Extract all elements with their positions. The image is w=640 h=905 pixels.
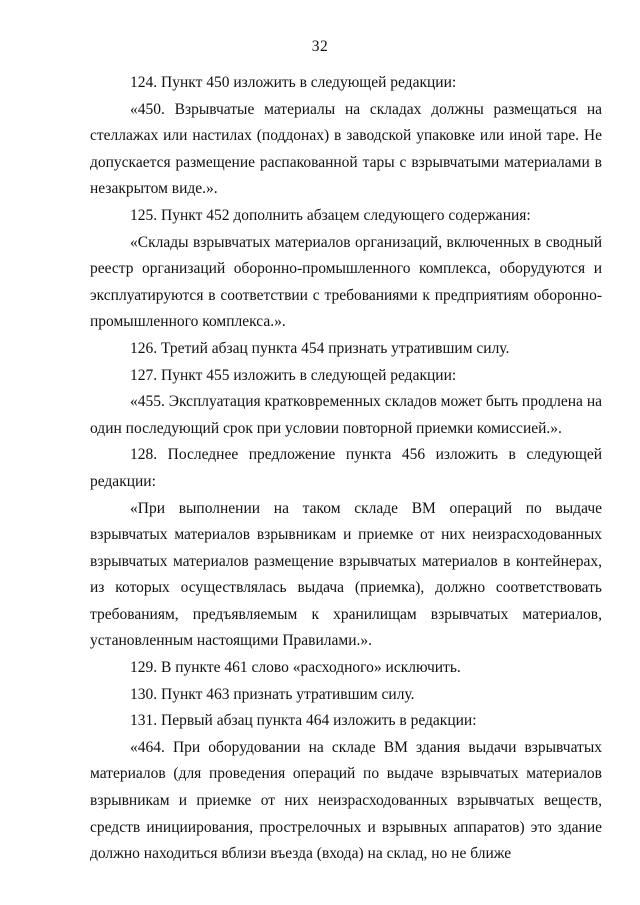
page-number: 32 <box>311 38 329 55</box>
paragraph-131: 131. Первый абзац пункта 464 изложить в редакции: <box>130 712 477 730</box>
paragraph-464-text: «464. При оборудовании на складе ВМ здания выдачи взрывчатых материалов (для проведения операций по выдаче взрывчатых материалов взрывникам и приемке от них неизрасходованных взрывчатых веществ, средств инициирования, прострелочных и взрывных аппаратов) это здание должно находиться вблизи въезда (входа) на склад, но не ближе <box>90 738 602 863</box>
paragraph-450-text: «450. Взрывчатые материалы на складах должны размещаться на стеллажах или настилах (поддонах) в заводской упаковке или иной таре. Не допускается размещение распакованной тары с взрывчатыми материалами в незакрытом виде.». <box>90 100 602 198</box>
paragraph-125: 125. Пункт 452 дополнить абзацем следующего содержания: <box>130 206 531 224</box>
paragraph-129: 129. В пункте 461 слово «расходного» исключить. <box>130 659 461 677</box>
paragraph-130: 130. Пункт 463 признать утратившим силу. <box>130 685 415 703</box>
paragraph-455-text: «455. Эксплуатация кратковременных складов может быть продлена на один последующий срок при условии повторной приемки комиссией.». <box>90 393 602 437</box>
paragraph-456-text: «При выполнении на таком складе ВМ операций по выдаче взрывчатых материалов взрывникам и приемке от них неизрасходованных взрывчатых материалов размещение взрывчатых материалов в контейнерах, из которых осуществлялась выдача (приемка), должно соответствовать требованиям, предъявляемым к хранилищам взрывчатых материалов, установленным настоящими Правилами.». <box>90 499 602 650</box>
paragraph-128: 128. Последнее предложение пункта 456 изложить в следующей редакции: <box>90 446 602 490</box>
paragraph-452-text: «Склады взрывчатых материалов организаций, включенных в сводный реестр организаций оборонно-промышленного комплекса, оборудуются и эксплуатируются в соответствии с требованиями к предприятиям оборонно-промышленного комплекса.». <box>90 233 602 331</box>
document-body <box>90 70 602 868</box>
paragraph-127: 127. Пункт 455 изложить в следующей редакции: <box>130 366 457 384</box>
paragraph-124: 124. Пункт 450 изложить в следующей редакции: <box>130 74 457 91</box>
paragraph-126: 126. Третий абзац пункта 454 признать утратившим силу. <box>130 339 510 357</box>
